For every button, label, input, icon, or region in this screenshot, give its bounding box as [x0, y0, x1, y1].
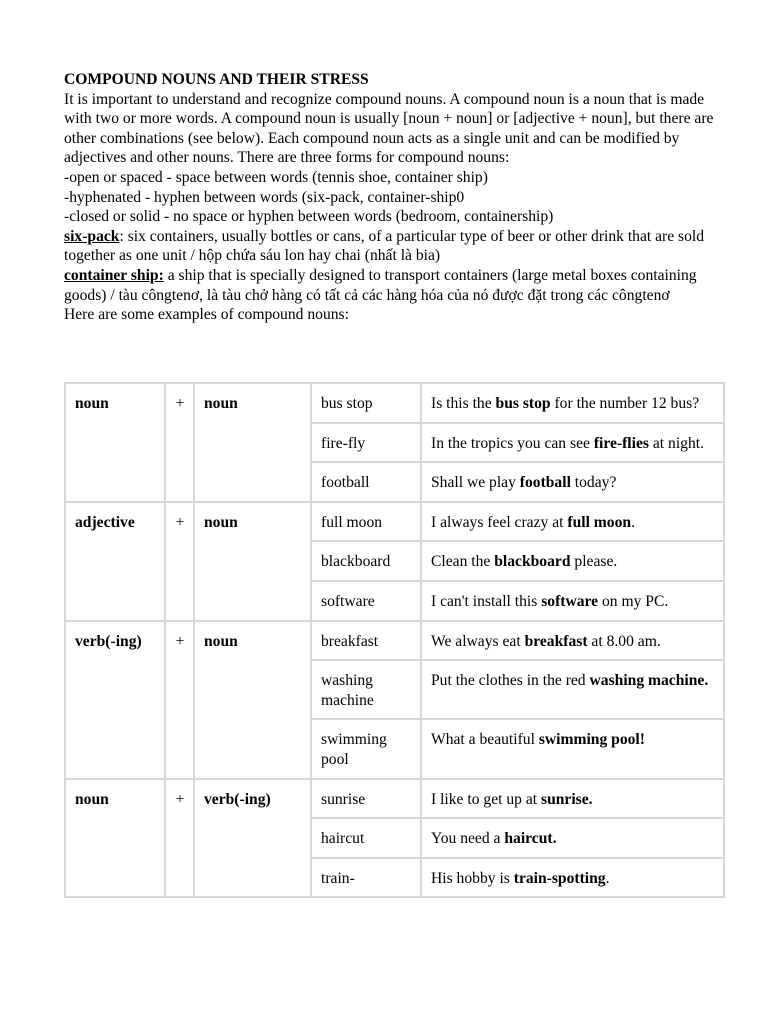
compound-word: haircut — [311, 818, 421, 858]
example-text: Shall we play — [431, 474, 520, 492]
example-highlight: bus stop — [495, 395, 551, 412]
example-text: Clean the — [431, 553, 495, 571]
category-second: noun — [194, 383, 311, 502]
compound-word: breakfast — [311, 621, 421, 661]
form-open: -open or spaced - space between words (tennis shoe, container ship) — [64, 168, 488, 186]
example-sentence — [421, 660, 724, 719]
definition-text: a ship that is specially designed to transport containers (large metal boxes containing goods) / tàu côngtenơ, là tàu chở hàng có tất cả các hàng hóa của nó được đặt trong các côngtenơ — [64, 266, 697, 304]
category-first: noun — [65, 383, 165, 502]
intro-section — [64, 70, 724, 325]
example-highlight: breakfast — [524, 632, 588, 650]
example-highlight: blackboard — [494, 553, 571, 571]
compound-word: swimming pool — [311, 719, 421, 778]
example-text: We always eat — [431, 632, 525, 650]
example-sentence — [421, 621, 724, 661]
definition-term: six-pack — [64, 227, 120, 245]
table-row — [65, 779, 724, 819]
example-text: In the tropics you can see — [431, 434, 594, 452]
table-row — [65, 621, 724, 661]
definition-six-pack — [64, 227, 724, 266]
compound-word: software — [311, 581, 421, 621]
example-text: please. — [570, 553, 618, 571]
example-text: at 8.00 am. — [587, 632, 661, 650]
example-sentence — [421, 462, 724, 502]
example-text: Is this the — [431, 395, 496, 412]
compound-nouns-table — [64, 382, 725, 898]
example-text: . — [605, 869, 610, 887]
example-highlight: full moon — [567, 513, 632, 531]
form-hyphenated: -hyphenated - hyphen between words (six-pack, container-ship0 — [64, 188, 465, 206]
examples-lead: Here are some examples of compound nouns: — [64, 306, 349, 324]
example-sentence — [421, 779, 724, 819]
compound-word: washing machine — [311, 660, 421, 719]
example-sentence — [421, 502, 724, 542]
compound-word: blackboard — [311, 541, 421, 581]
table-row — [65, 383, 724, 423]
category-first: adjective — [65, 502, 165, 621]
example-text: You need a — [431, 830, 505, 848]
compound-word: sunrise — [311, 779, 421, 819]
example-text: I can't install this — [431, 592, 542, 610]
example-text: today? — [570, 474, 617, 492]
example-text: His hobby is — [431, 869, 514, 887]
plus-sign: + — [165, 383, 194, 502]
example-highlight: train-spotting — [513, 869, 606, 887]
example-highlight: fire-flies — [593, 434, 649, 452]
category-second: noun — [194, 621, 311, 779]
example-highlight: software — [541, 592, 599, 610]
example-text: What a beautiful — [431, 731, 539, 749]
compound-word: full moon — [311, 502, 421, 542]
example-sentence — [421, 423, 724, 463]
example-highlight: washing machine. — [589, 672, 709, 690]
plus-sign: + — [165, 502, 194, 621]
definition-text: : six containers, usually bottles or cans, of a particular type of beer or other drink that are sold together as one unit / hộp chứa sáu lon hay chai (nhất là bia) — [64, 227, 705, 265]
plus-sign: + — [165, 779, 194, 898]
example-sentence — [421, 719, 724, 778]
compound-word: fire-fly — [311, 423, 421, 463]
compound-word: football — [311, 462, 421, 502]
example-text: at night. — [648, 434, 704, 452]
example-sentence — [421, 858, 724, 898]
intro-paragraph: It is important to understand and recognize compound nouns. A compound noun is a noun that is made with two or more words. A compound noun is usually [noun + noun] or [adjective + noun], but there are other combinations (see below). Each compound noun acts as a single unit and can be modified by adjectives and other nouns. There are three forms for compound nouns: — [64, 90, 714, 167]
document-page — [64, 70, 724, 325]
example-highlight: football — [519, 474, 571, 492]
example-highlight: swimming pool! — [538, 731, 645, 749]
example-highlight: haircut. — [504, 830, 557, 848]
compound-word: train- — [311, 858, 421, 898]
form-closed: -closed or solid - no space or hyphen between words (bedroom, containership) — [64, 208, 554, 226]
category-first: verb(-ing) — [65, 621, 165, 779]
example-text: on my PC. — [598, 592, 669, 610]
example-sentence — [421, 383, 724, 423]
category-second: verb(-ing) — [194, 779, 311, 898]
category-first: noun — [65, 779, 165, 898]
definition-term: container ship: — [64, 266, 164, 284]
example-text: I always feel crazy at — [431, 513, 568, 531]
plus-sign: + — [165, 621, 194, 779]
compound-word: bus stop — [311, 383, 421, 423]
example-sentence — [421, 818, 724, 858]
category-second: noun — [194, 502, 311, 621]
example-text: for the number 12 bus? — [550, 395, 700, 412]
example-highlight: sunrise. — [541, 790, 593, 808]
example-text: . — [631, 513, 635, 531]
definition-container-ship — [64, 266, 724, 305]
example-text: Put the clothes in the red — [431, 672, 590, 690]
example-text: I like to get up at — [431, 790, 541, 808]
table-row — [65, 502, 724, 542]
example-sentence — [421, 581, 724, 621]
document-title: COMPOUND NOUNS AND THEIR STRESS — [64, 71, 369, 88]
example-sentence — [421, 541, 724, 581]
